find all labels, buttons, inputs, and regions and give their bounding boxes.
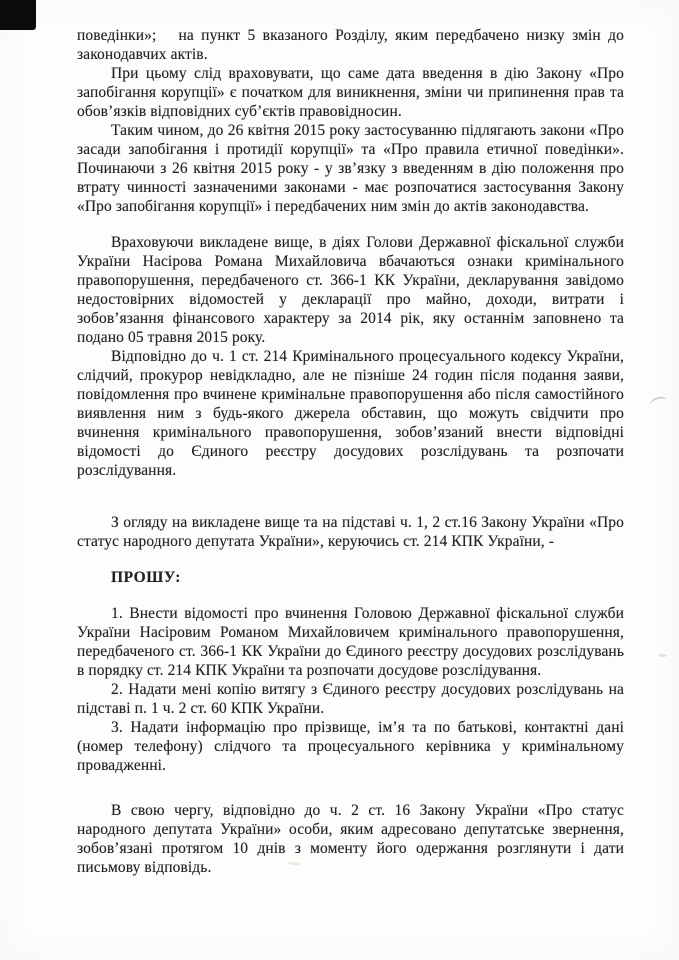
document-body [77, 26, 624, 877]
list-item: 2. Надати мені копію витягу з Єдиного реєстру досудових розслідувань на підставі п. 1 ч. 2 ст. 60 КПК України. [77, 681, 624, 717]
request-heading: ПРОШУ: [111, 569, 182, 586]
paragraph: При цьому слід враховувати, що саме дата введення в дію Закону «Про запобігання корупції» є початком для виникнення, зміни чи припинення прав та обов’язків відповідних суб’єктів правовідносин. [77, 65, 624, 120]
paragraph: Враховуючи викладене вище, в діях Голови Державної фіскальної служби України Насірова Романа Михайловича вбачаються ознаки кримінального правопорушення, передбаченого ст. 366-1 КК України, декларування завідомо недостовірних відомостей у декларації про майно, доходи, витрати і зобов’язання фінансового характеру за 2014 рік, яку останнім заповнено та подано 05 травня 2015 року. [77, 234, 624, 346]
list-item: 1. Внести відомості про вчинення Головою Державної фіскальної служби України Насіровим Романом Михайловичем кримінального правопорушення, передбаченого ст. 366-1 КК України до Єдиного реєстру досудових розслідувань в порядку ст. 214 КПК України та розпочати досудове розслідування. [77, 605, 624, 679]
paragraph-continuation: поведінки»; на пункт 5 вказаного Розділу, яким передбачено низку змін до законодавчих актів. [77, 27, 624, 63]
paragraph: В свою чергу, відповідно до ч. 2 ст. 16 Закону України «Про статус народного депутата України» особи, яким адресовано депутатське звернення, зобов’язані протягом 10 днів з моменту його одержання розглянути і дати письмову відповідь. [77, 802, 624, 876]
scan-smudge [649, 396, 668, 410]
paragraph: З огляду на викладене вище та на підставі ч. 1, 2 ст.16 Закону України «Про статус народного депутата України», керуючись ст. 214 КПК України, - [77, 514, 624, 550]
paragraph: Таким чином, до 26 квітня 2015 року застосуванню підлягають закони «Про засади запобігання і протидії корупції» та «Про правила етичної поведінки». Починаючи з 26 квітня 2015 року - у зв’язку з введенням в дію положення про втрату чинності зазначеними законами - має розпочатися застосування Закону «Про запобігання корупції» і передбачених ним змін до актів законодавства. [77, 122, 624, 215]
paragraph: Відповідно до ч. 1 ст. 214 Кримінального процесуального кодексу України, слідчий, прокурор невідкладно, але не пізніше 24 годин після подання заяви, повідомлення про вчинене кримінальне правопорушення або після самостійного виявлення ним з будь-якого джерела обставин, що можуть свідчити про вчинення кримінального правопорушення, зобов’язаний внести відповідні відомості до Єдиного реєстру досудових розслідувань та розпочати розслідування. [77, 348, 624, 479]
scan-smudge [658, 654, 667, 657]
scan-corner-artifact [0, 0, 36, 30]
list-item: 3. Надати інформацію про прізвище, ім’я та по батькові, контактні дані (номер телефону) слідчого та процесуального керівника у кримінальному провадженні. [77, 719, 624, 774]
